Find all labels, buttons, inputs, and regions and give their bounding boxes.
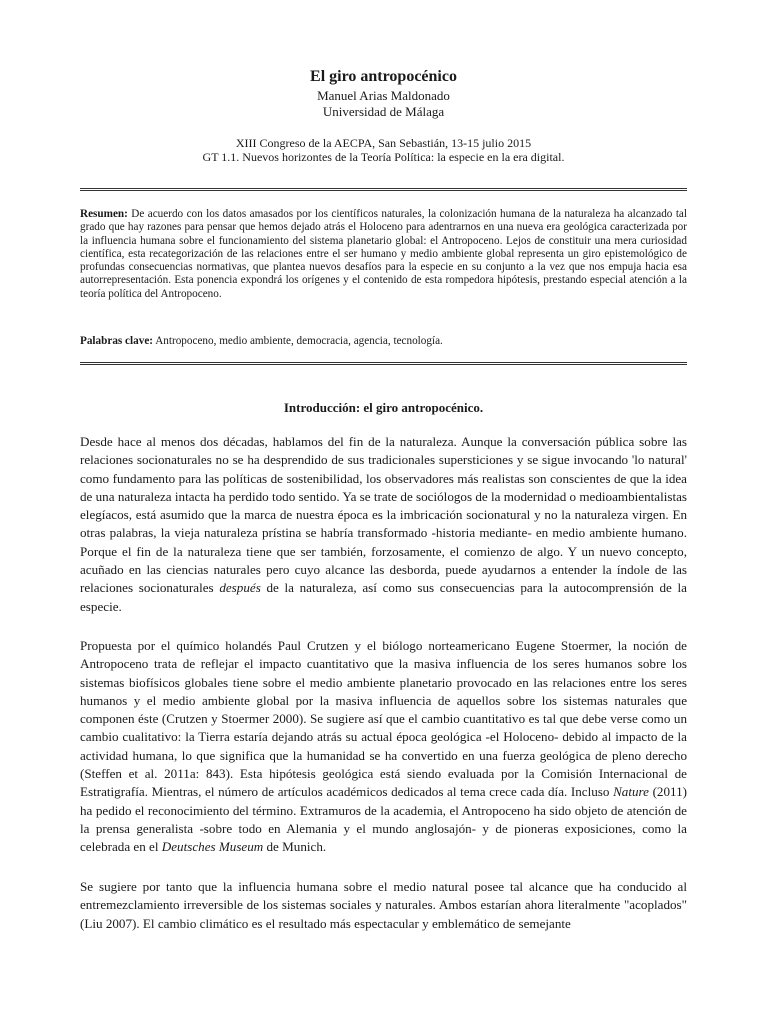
p2-text-b: (2011) ha pedido el reconocimiento del término. Extramuros de la academia, el Antropoceno ha sido objeto de atención de la prensa generalista -sobre todo en Alemania y el mundo anglosajón- y de pioneras exposiciones, como la celebrada en el <box>80 784 687 855</box>
p1-italic: después <box>219 580 261 596</box>
p2-italic-museum: Deutsches Museum <box>161 839 264 855</box>
p2-text-a: Propuesta por el químico holandés Paul Crutzen y el biólogo norteamericano Eugene Stoermer, la noción de Antropoceno trata de reflejar el impacto cuantitativo que la masiva influencia de los seres humanos sobre los sistemas biofísicos globales tiene sobre el medio ambiente planetario provocado en las relaciones entre los seres humanos y el medio ambiente global por la masiva influencia de aquellos sobre los sistemas naturales que componen éste (Crutzen y Stoermer 2000). Se sugiere así que el cambio cuantitativo es tal que debe verse como un cambio cualitativo: la Tierra estaría dejando atrás su actual época geológica -el Holoceno- debido al impacto de la actividad humana, lo que significa que la humanidad se ha convertido en una fuerza geológica de pleno derecho (Steffen et al. 2011a: 843). Esta hipótesis geológica está siendo evaluada por la Comisión Internacional de Estratigrafía. Mientras, el número de artículos académicos dedicados al tema crece cada día. Incluso <box>80 638 687 800</box>
paper-title: El giro antropocénico <box>310 68 457 85</box>
body-paragraph-2 <box>80 637 687 857</box>
author-affiliation: Universidad de Málaga <box>322 104 445 119</box>
body-paragraph-1 <box>80 433 687 616</box>
p2-italic-nature: Nature <box>613 784 649 800</box>
congress-info: XIII Congreso de la AECPA, San Sebastián, 13-15 julio 2015 <box>235 136 532 150</box>
separator-bottom-2 <box>80 364 687 365</box>
p2-text-c: de Munich. <box>263 839 327 855</box>
p1-text-a: Desde hace al menos dos décadas, hablamos del fin de la naturaleza. Aunque la conversación pública sobre las relaciones socionaturales no se ha desprendido de sus tradicionales supersticiones y se sigue invocando 'lo natural' como fundamento para las políticas de sostenibilidad, los observadores más realistas son conscientes de que la idea de una naturaleza intacta ha perdido todo sentido. Ya se trate de sociólogos de la modernidad o medioambientalistas elegíacos, está asumido que la marca de nuestra época es la imbricación socionatural y no la naturaleza virgen. En otras palabras, la vieja naturaleza prístina se habría transformado -historia mediante- en medio ambiente humano. Porque el fin de la naturaleza tiene que ser también, forzosamente, el comienzo de algo. Y un nuevo concepto, acuñado en las ciencias naturales pero cuyo alcance las desborda, puede ayudarnos a entender la índole de las relaciones socionaturales <box>80 434 687 596</box>
separator-top <box>80 188 687 189</box>
abstract-text: De acuerdo con los datos amasados por los científicos naturales, la colonización humana de la naturaleza ha alcanzado tal grado que hay razones para pensar que hemos dejado atrás el Holoceno para adentrarnos en una nueva era geológica caracterizada por la influencia humana sobre el funcionamiento del sistema planetario global: el Antropoceno. Lejos de constituir una mera curiosidad científica, esta recategorización de las relaciones entre el ser humano y medio ambiente global representa un giro epistemológico de profundas consecuencias normativas, que plantea nuevos desafíos para la especie en su conjunto a la vez que nos empuja hacia esa autorrepresentación. Esta ponencia expondrá los orígenes y el contenido de esta rompedora hipótesis, prestando especial atención a la teoría política del Antropoceno. <box>80 208 688 300</box>
keywords-label: Palabras clave: <box>80 335 154 347</box>
abstract-block <box>80 208 687 301</box>
separator-top-2 <box>80 190 687 191</box>
section-heading: Introducción: el giro antropocénico. <box>283 400 484 415</box>
body-paragraph-3 <box>80 878 687 933</box>
p1-text-b: de la naturaleza, así como sus consecuencias para la autocomprensión de la especie. <box>80 580 687 614</box>
keywords-text: Antropoceno, medio ambiente, democracia, agencia, tecnología. <box>155 335 443 347</box>
keywords-block <box>80 335 687 348</box>
working-group-info: GT 1.1. Nuevos horizontes de la Teoría Política: la especie en la era digital. <box>202 150 565 164</box>
author-name: Manuel Arias Maldonado <box>317 88 450 103</box>
separator-bottom <box>80 362 687 363</box>
p3-text: Se sugiere por tanto que la influencia humana sobre el medio natural posee tal alcance que ha conducido al entremezclamiento irreversible de los sistemas sociales y naturales. Ambos estarían ahora literalmente "acoplados" (Liu 2007). El cambio climático es el resultado más espectacular y emblemático de semejante <box>80 879 687 931</box>
abstract-label: Resumen: <box>80 208 128 220</box>
